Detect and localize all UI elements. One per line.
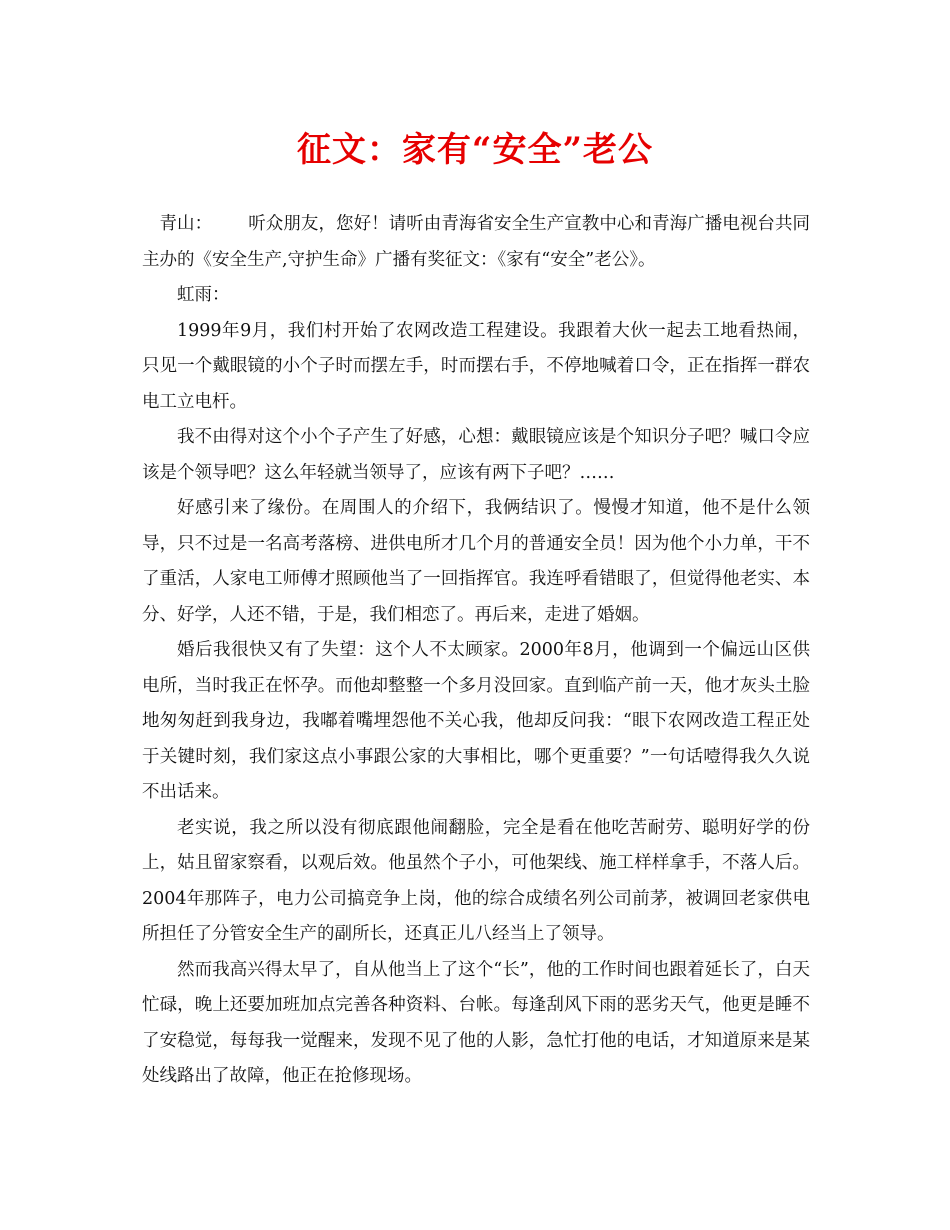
paragraph: 虹雨：	[177, 285, 230, 305]
paragraph: 好感引来了缘份。在周围人的介绍下，我俩结识了。慢慢才知道，他不是什么领导，只不过是一名高考落榜、进供电所才几个月的普通安全员！因为他个小力单，干不了重活，人家电工师傅才照顾他当了一回指挥官。我连呼看错眼了，但觉得他老实、本分、好学，人还不错，于是，我们相恋了。再后来，走进了婚姻。	[142, 498, 810, 625]
paragraph: 老实说，我之所以没有彻底跟他闹翻脸，完全是看在他吃苦耐劳、聪明好学的份上，姑且留家察看，以观后效。他虽然个子小，可他架线、施工样样拿手，不落人后。2004年那阵子，电力公司搞竞争上岗，他的综合成绩名列公司前茅，被调回老家供电所担任了分管安全生产的副所长，还真正儿八经当上了领导。	[142, 817, 810, 944]
document-title: 征文：家有“安全”老公	[296, 130, 654, 170]
intro-paragraph	[142, 207, 810, 278]
paragraph: 婚后我很快又有了失望：这个人不太顾家。2000年8月，他调到一个偏远山区供电所，当时我正在怀孕。而他却整整一个多月没回家。直到临产前一天，他才灰头土脸地匆匆赶到我身边，我嘟着嘴埋怨他不关心我，他却反问我：“眼下农网改造工程正处于关键时刻，我们家这点小事跟公家的大事相比，哪个更重要？”一句话噎得我久久说不出话来。	[142, 640, 810, 802]
paragraph: 我不由得对这个小个子产生了好感，心想：戴眼镜应该是个知识分子吧？喊口令应该是个领导吧？这么年轻就当领导了，应该有两下子吧？……	[142, 427, 810, 483]
paragraph: 然而我高兴得太早了，自从他当上了这个“长”，他的工作时间也跟着延长了，白天忙碌，晚上还要加班加点完善各种资料、台帐。每逢刮风下雨的恶劣天气，他更是睡不了安稳觉，每每我一觉醒来，发现不见了他的人影，急忙打他的电话，才知道原来是某处线路出了故障，他正在抢修现场。	[142, 959, 810, 1086]
intro-text: 听众朋友，您好！请听由青海省安全生产宣教中心和青海广播电视台共同主办的《安全生产,守护生命》广播有奖征文：《家有“安全”老公》。	[142, 214, 810, 270]
document-body	[142, 207, 810, 1095]
paragraph: 1999年9月，我们村开始了农网改造工程建设。我跟着大伙一起去工地看热闹，只见一个戴眼镜的小个子时而摆左手，时而摆右手，不停地喊着口令，正在指挥一群农电工立电杆。	[142, 320, 810, 412]
intro-speaker: 青山：	[159, 214, 213, 234]
